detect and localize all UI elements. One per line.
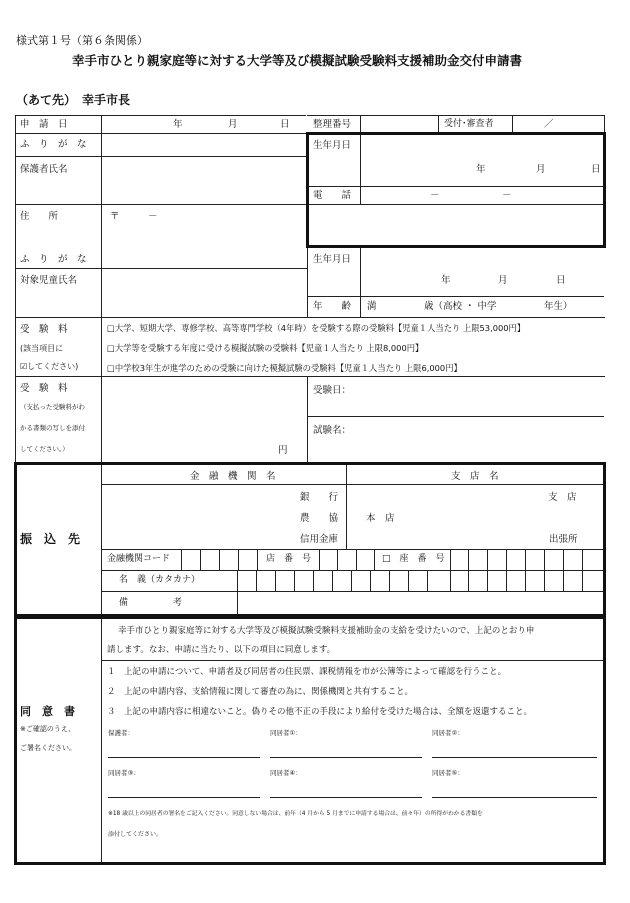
consent-note-2: ご署名ください。	[20, 744, 76, 752]
phone-label: 電 話	[313, 190, 352, 201]
transfer-label: 振 込 先	[20, 532, 81, 546]
guardian-name-label: 保護者氏名	[20, 164, 68, 175]
phone-dash-1: －	[430, 190, 440, 201]
child-birth-day: 日	[556, 275, 566, 286]
addressee: （あて先） 幸手市長	[16, 93, 131, 107]
account-number-label: □ 座 番 号	[382, 554, 445, 564]
exam-fee-option-university[interactable]: □大学、短期大学、専修学校、高等専門学校（4年時）を受験する際の受験料【児童１人当たり 上限53,000円】	[107, 323, 526, 333]
branch-type-sub-office: 出張所	[549, 534, 578, 545]
address-label: 住 所	[20, 211, 59, 222]
account-holder-label: 名 義（カタカナ）	[119, 575, 201, 585]
paid-fee-note-2: かる書類の写しを添付	[20, 424, 85, 432]
consent-footnote-2: 添付してください。	[108, 831, 163, 838]
signature-cohabitant-3-label: 同居者③：	[108, 769, 140, 777]
consent-intro-line-1: 幸手市ひとり親家庭等に対する大学等及び模擬試験受験料支援補助金の支給を受けたいので、上記のとおり申	[118, 626, 535, 636]
branch-type-head-office: 本 店	[366, 513, 395, 524]
guardian-birth-day: 日	[591, 164, 601, 175]
paid-fee-note-3: してください。）	[20, 445, 69, 453]
age-label: 年 齢	[313, 301, 352, 312]
apply-month-label: 月	[228, 119, 238, 130]
signature-cohabitant-1-label: 同居者①：	[270, 729, 302, 737]
remarks-label: 備 考	[119, 598, 183, 608]
child-birth-label: 生年月日	[313, 254, 352, 265]
signature-cohabitant-5-label: 同居者⑤：	[432, 769, 464, 777]
phone-dash-2: －	[502, 190, 512, 201]
apply-date-label: 申 請 日	[20, 119, 68, 130]
reference-number-label: 整理番号	[313, 119, 352, 130]
consent-label: 同 意 書	[20, 705, 75, 718]
child-furigana-label: ふ り が な	[20, 254, 87, 265]
child-birth-month: 月	[498, 275, 508, 286]
consent-item-2: ２ 上記の申請内容、支給情報に関して審査の為に、関係機関と共有すること。	[107, 687, 414, 697]
apply-year-label: 年	[173, 119, 183, 130]
consent-footnote-1: ※18 歳以上の同居者の署名をご記入ください。同意しない場合は、前年（4 月から 5 月までに申請する場合は、前々年）の所得がわかる書類を	[108, 811, 483, 817]
bank-type-shinkin: 信用金庫	[300, 534, 339, 545]
form-number: 様式第１号（第６条関係）	[16, 34, 148, 47]
child-name-label: 対象児童氏名	[20, 275, 78, 286]
exam-fee-note-1: (該当項目に	[20, 344, 64, 353]
apply-day-label: 日	[280, 119, 290, 130]
consent-item-1: １ 上記の申請について、申請者及び同居者の住民票、課税情報を市が公簿等によって確認を行うこと。	[107, 667, 507, 677]
paid-fee-label: 受 験 料	[20, 383, 68, 394]
bank-type-nokyo: 農 協	[300, 513, 339, 524]
child-birth-year: 年	[441, 275, 451, 286]
signature-cohabitant-4-label: 同居者④：	[270, 769, 302, 777]
signature-guardian-label: 保護者：	[108, 729, 134, 737]
yen-label: 円	[278, 445, 288, 456]
guardian-birth-label: 生年月日	[313, 140, 352, 151]
consent-item-3: ３ 上記の申請内容に相違ないこと。偽りその他不正の手段により給付を受けた場合は、全額を返還すること。	[107, 707, 533, 717]
guardian-birth-year: 年	[476, 164, 486, 175]
branch-name-header: 支 店 名	[451, 471, 499, 482]
page-title: 幸手市ひとり親家庭等に対する大学等及び模擬試験受験料支援補助金交付申請書	[72, 53, 523, 68]
guardian-furigana-label: ふ り が な	[20, 139, 87, 150]
exam-name-label: 試験名：	[313, 425, 352, 436]
paid-fee-note-1: （支払った受験料がわ	[20, 403, 85, 411]
bank-code-label: 金融機関コード	[107, 554, 171, 564]
exam-fee-label: 受 験 料	[20, 324, 68, 335]
consent-intro-line-2: 請します。なお、申請に当たり、以下の項目に同意します。	[107, 645, 336, 655]
bank-name-header: 金 融 機 関 名	[190, 471, 276, 482]
postal-code: 〒 －	[110, 211, 158, 222]
exam-fee-option-mock-exam[interactable]: □大学等を受験する年度に受ける模擬試験の受験料【児童１人当たり 上限8,000円】	[107, 343, 424, 353]
reception-label: 受付･審査者	[444, 119, 494, 129]
signature-cohabitant-2-label: 同居者②：	[432, 729, 464, 737]
reception-slash: ／	[544, 119, 554, 130]
branch-type-branch: 支 店	[548, 492, 577, 503]
bank-type-bank: 銀 行	[300, 492, 339, 503]
exam-date-label: 受験日：	[313, 385, 352, 396]
consent-note-1: ※ご確認のうえ、	[20, 725, 76, 733]
exam-fee-option-junior-high[interactable]: □中学校3年生が進学のための受験に向けた模擬試験の受験料【児童１人当たり 上限6,000円】	[107, 363, 462, 373]
age-text: 満 歳（高校 ・ 中学 年生）	[367, 301, 573, 312]
branch-number-label: 店 番 号	[266, 554, 312, 564]
exam-fee-note-2: ☑してください)	[20, 362, 79, 371]
guardian-birth-month: 月	[536, 164, 546, 175]
